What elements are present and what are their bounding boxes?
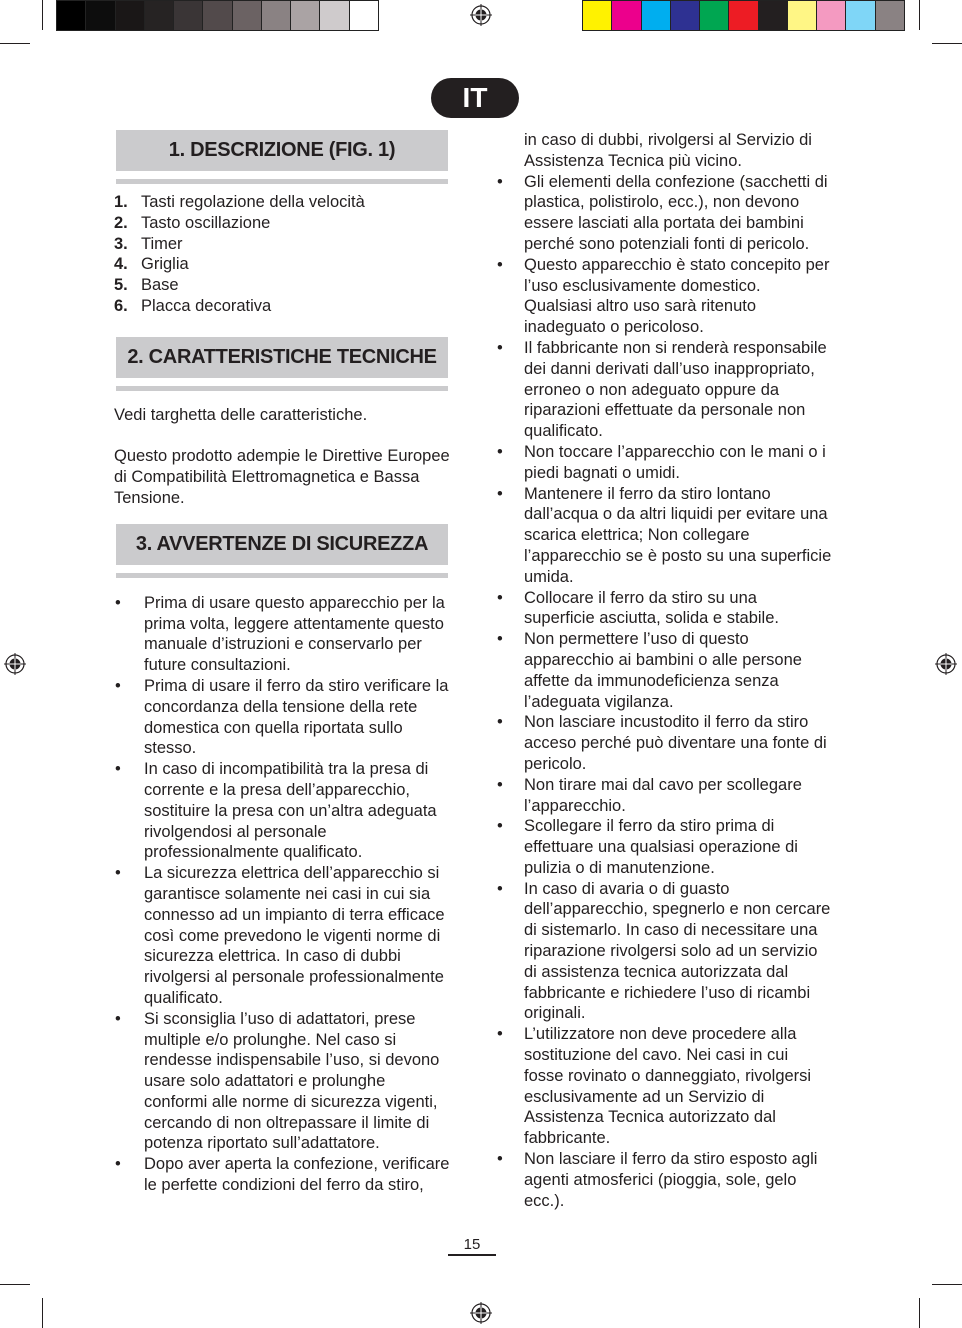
safety-item-text: Gli elementi della confezione (sacchetti di plastica, polistirolo, ecc.), non devono essere lasciati alla portata dei bambini perché sono potenziali fonti di pericolo. (524, 172, 828, 253)
section-divider (116, 573, 448, 578)
safety-item (496, 442, 832, 484)
grayscale-swatch (116, 1, 145, 30)
crop-mark (919, 1298, 920, 1328)
specs-paragraph: Questo prodotto adempie le Direttive Europee di Compatibilità Elettromagnetica e Bassa Tensione. (114, 447, 450, 507)
safety-item (114, 676, 450, 759)
color-swatch (817, 1, 846, 30)
bullet-icon: • (497, 442, 503, 461)
registration-mark-icon (470, 4, 492, 26)
grayscale-swatch (291, 1, 320, 30)
item-text: Timer (141, 234, 183, 253)
safety-item-continuation: in caso di dubbi, rivolgersi al Servizio di Assistenza Tecnica più vicino. (524, 131, 812, 170)
color-swatch (612, 1, 641, 30)
safety-item (496, 879, 832, 1025)
registration-mark-icon (935, 653, 957, 675)
safety-item-text: Non toccare l’apparecchio con le mani o i piedi bagnati o umidi. (524, 442, 826, 482)
color-swatch (671, 1, 700, 30)
crop-mark (42, 1298, 43, 1328)
description-item (114, 254, 450, 275)
safety-item-text: In caso di avaria o di guasto dell’apparecchio, spegnerlo e non cercare di sistemarlo. In caso di necessitare una riparazione rivolgersi solo ad un servizio di assistenza tecnica autorizzata dal fabbricante e richiedere l’uso di ricambi originali. (524, 879, 831, 1023)
description-item (114, 234, 450, 255)
section-divider (116, 179, 448, 184)
description-item (114, 213, 450, 234)
section-heading-description: 1. DESCRIZIONE (FIG. 1) (116, 130, 448, 171)
safety-item (496, 629, 832, 712)
grayscale-swatch (203, 1, 232, 30)
safety-item-text: Dopo aver aperta la confezione, verificare le perfette condizioni del ferro da stiro, (144, 1155, 450, 1195)
safety-item-text: Collocare il ferro da stiro su una superficie asciutta, solida e stabile. (524, 588, 779, 628)
safety-item-text: Prima di usare questo apparecchio per la prima volta, leggere attentamente questo manuale d’istruzioni e conservarlo per future consultazioni. (144, 593, 445, 675)
safety-list-right (496, 172, 832, 1212)
left-column (114, 130, 450, 1196)
bullet-icon: • (497, 484, 503, 503)
bullet-icon: • (497, 817, 503, 836)
item-text: Placca decorativa (141, 296, 272, 315)
color-swatch (876, 1, 904, 30)
bullet-icon: • (497, 630, 503, 649)
grayscale-swatch (57, 1, 86, 30)
bullet-icon: • (497, 1150, 503, 1169)
bullet-icon: • (497, 338, 503, 357)
bullet-icon: • (497, 1025, 503, 1044)
safety-item-text: L’utilizzatore non deve procedere alla sostituzione del cavo. Nei casi in cui fosse rovinato o danneggiato, rivolgersi esclusivamente ad un Servizio di Assistenza Tecnica autorizzato dal fabbricante. (524, 1025, 812, 1148)
grayscale-swatch (350, 1, 378, 30)
item-number: 5. (114, 276, 128, 295)
item-text: Tasto oscillazione (141, 213, 271, 232)
safety-item (114, 1154, 450, 1196)
safety-item-text: Prima di usare il ferro da stiro verificare la concordanza della tensione della rete domestica con quella riportata sullo stesso. (144, 676, 449, 758)
safety-item (114, 1009, 450, 1155)
color-swatch (700, 1, 729, 30)
description-item (114, 192, 450, 213)
section-heading-specs: 2. CARATTERISTICHE TECNICHE (116, 337, 448, 378)
description-item (114, 275, 450, 296)
item-number: 4. (114, 255, 128, 274)
safety-item (496, 775, 832, 817)
bullet-icon: • (115, 593, 121, 612)
color-swatch (642, 1, 671, 30)
grayscale-swatch (174, 1, 203, 30)
bullet-icon: • (497, 775, 503, 794)
page-number: 15 (463, 1236, 481, 1253)
safety-item (496, 338, 832, 442)
safety-item-text: La sicurezza elettrica dell’apparecchio si garantisce solamente nei casi in cui sia connesso ad un impianto di terra efficace così come prevedono le vigenti norme di sicurezza elettrica. In caso di dubbi rivolgersi al personale professionalmente qualificato. (144, 864, 445, 1007)
item-number: 2. (114, 213, 128, 232)
item-number: 6. (114, 296, 128, 315)
right-column (496, 130, 832, 1211)
grayscale-swatch (320, 1, 349, 30)
safety-item (496, 172, 832, 255)
bullet-icon: • (115, 864, 121, 883)
color-swatch (759, 1, 788, 30)
safety-item-text: Il fabbricante non si renderà responsabile dei danni derivati dall’uso inappropriato, erroneo o non adeguato oppure da riparazioni effettuate da personale non qualificato. (524, 338, 827, 441)
safety-item-text: Mantenere il ferro da stiro lontano dall’acqua o da altri liquidi per evitare una scarica elettrica; Non collegare l’apparecchio se è posto su una superficie umida. (524, 484, 832, 586)
description-list (114, 192, 450, 317)
item-number: 3. (114, 234, 128, 253)
specs-paragraph: Vedi targhetta delle caratteristiche. (114, 405, 368, 424)
item-text: Griglia (141, 255, 189, 274)
bullet-icon: • (497, 588, 503, 607)
bullet-icon: • (497, 713, 503, 732)
safety-item-text: Non lasciare incustodito il ferro da stiro acceso perché può diventare una fonte di pericolo. (524, 713, 827, 773)
safety-item-text: Scollegare il ferro da stiro prima di effettuare una qualsiasi operazione di pulizia o di manutenzione. (524, 817, 798, 877)
language-badge: IT (431, 78, 519, 118)
bullet-icon: • (497, 172, 503, 191)
safety-item-text: Questo apparecchio è stato concepito per l’uso esclusivamente domestico. Qualsiasi altro uso sarà ritenuto inadeguato o pericoloso. (524, 255, 830, 337)
description-item (114, 296, 450, 317)
safety-item (114, 593, 450, 676)
item-text: Tasti regolazione della velocità (141, 193, 365, 211)
bullet-icon: • (115, 676, 121, 695)
grayscale-calibration-bar (56, 0, 379, 31)
grayscale-swatch (145, 1, 174, 30)
color-swatch (583, 1, 612, 30)
safety-item (114, 759, 450, 863)
page-number-rule (448, 1254, 496, 1256)
item-text: Base (141, 276, 179, 295)
color-swatch (788, 1, 817, 30)
safety-item (496, 588, 832, 630)
safety-item-text: Si sconsiglia l’uso di adattatori, prese multiple e/o prolunghe. Nel caso si rendesse indispensabile l’uso, si devono usare solo adattatori e prolunghe conformi alle norme di sicurezza vigenti, cercando di non oltrepassare il limite di potenza riportato sull’adattatore. (144, 1009, 440, 1153)
crop-mark (932, 1284, 962, 1285)
safety-item-text: In caso di incompatibilità tra la presa di corrente e la presa dell’apparecchio, sostituire la presa con un’altra adeguata rivolgendosi al personale professionalmente qualificato. (144, 760, 437, 862)
bullet-icon: • (115, 1155, 121, 1174)
grayscale-swatch (86, 1, 115, 30)
bullet-icon: • (497, 879, 503, 898)
color-calibration-bar (582, 0, 905, 31)
safety-item (496, 255, 832, 338)
color-swatch (846, 1, 875, 30)
bullet-icon: • (497, 255, 503, 274)
crop-mark (0, 43, 30, 44)
item-number: 1. (114, 193, 128, 211)
safety-item (496, 1024, 832, 1149)
section-divider (116, 386, 448, 391)
safety-item-text: Non permettere l’uso di questo apparecchio ai bambini o alle persone affette da immunodeficienza senza l’adeguata vigilanza. (524, 630, 802, 711)
grayscale-swatch (233, 1, 262, 30)
grayscale-swatch (262, 1, 291, 30)
safety-list-left (114, 593, 450, 1196)
safety-item-text: Non lasciare il ferro da stiro esposto agli agenti atmosferici (pioggia, sole, gelo ecc.). (524, 1150, 818, 1210)
safety-item (496, 816, 832, 878)
safety-item (496, 484, 832, 588)
crop-mark (42, 0, 43, 30)
bullet-icon: • (115, 1009, 121, 1028)
registration-mark-icon (4, 653, 26, 675)
safety-item (496, 712, 832, 774)
crop-mark (932, 43, 962, 44)
crop-mark (0, 1284, 30, 1285)
section-heading-safety: 3. AVVERTENZE DI SICUREZZA (116, 524, 448, 565)
color-swatch (729, 1, 758, 30)
safety-item (496, 1149, 832, 1211)
safety-item (114, 863, 450, 1009)
bullet-icon: • (115, 760, 121, 779)
registration-mark-icon (470, 1302, 492, 1324)
crop-mark (919, 0, 920, 30)
safety-item-text: Non tirare mai dal cavo per scollegare l’apparecchio. (524, 775, 802, 815)
